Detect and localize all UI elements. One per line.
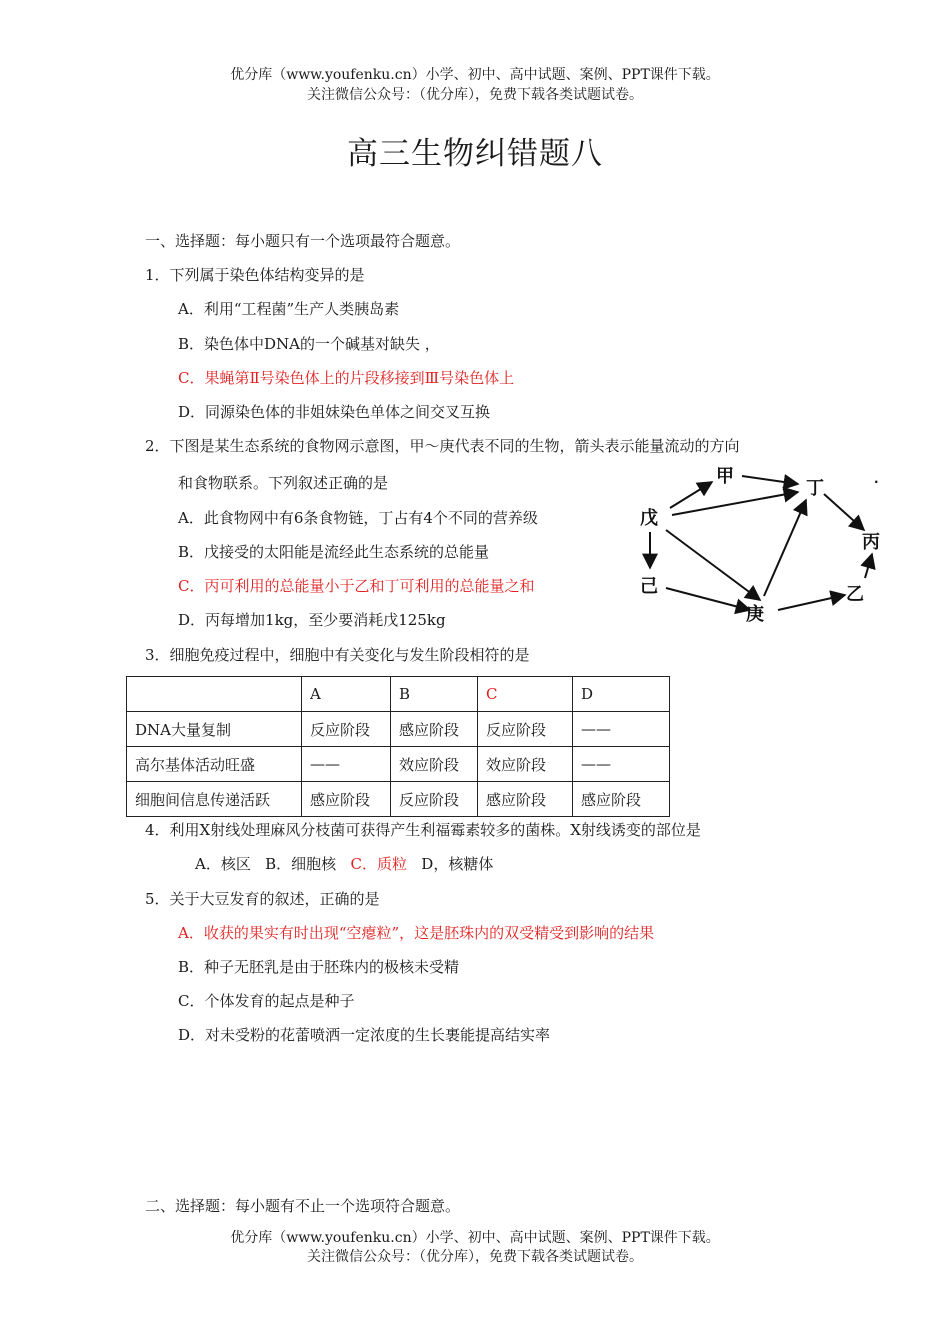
table-header-cell bbox=[127, 677, 302, 712]
page-title: 高三生物纠错题八 bbox=[347, 136, 603, 172]
q4-option-c-answer: C．质粒 bbox=[350, 855, 407, 873]
node-ding: 丁 bbox=[806, 478, 824, 499]
arrow-geng-to-yi bbox=[778, 595, 845, 610]
table-cell: —— bbox=[573, 712, 670, 747]
table-cell: —— bbox=[302, 747, 391, 782]
section-2-heading: 二、选择题：每小题有不止一个选项符合题意。 bbox=[145, 1197, 461, 1215]
arrow-geng-to-ding bbox=[764, 500, 806, 596]
section-1-heading: 一、选择题：每小题只有一个选项最符合题意。 bbox=[145, 232, 461, 250]
arrow-wu-to-jia bbox=[670, 482, 712, 508]
q1-option-d: D．同源染色体的非姐妹染色单体之间交叉互换 bbox=[178, 403, 491, 421]
q3-stem: 3．细胞免疫过程中，细胞中有关变化与发生阶段相符的是 bbox=[145, 646, 530, 664]
q5-option-d: D．对未受粉的花蕾喷洒一定浓度的生长裹能提高结实率 bbox=[178, 1026, 551, 1044]
table-cell: 反应阶段 bbox=[391, 782, 478, 817]
q1-option-c-answer: C．果蝇第Ⅱ号染色体上的片段移接到Ⅲ号染色体上 bbox=[178, 369, 515, 387]
q4-option-b: B．细胞核 bbox=[265, 855, 337, 873]
q2-option-d: D．丙每增加1kg，至少要消耗戊125kg bbox=[178, 611, 446, 629]
node-geng: 庚 bbox=[746, 604, 764, 625]
q4-option-a: A．核区 bbox=[195, 855, 251, 873]
q2-stem-line-1: 2．下图是某生态系统的食物网示意图，甲～庚代表不同的生物，箭头表示能量流动的方向 bbox=[145, 437, 740, 455]
table-cell: 感应阶段 bbox=[302, 782, 391, 817]
table-cell: 反应阶段 bbox=[302, 712, 391, 747]
q1-option-a: A．利用“工程菌”生产人类胰岛素 bbox=[178, 300, 400, 318]
table-row bbox=[127, 747, 670, 782]
q3-table bbox=[126, 676, 670, 817]
arrow-yi-to-bing bbox=[865, 554, 872, 578]
table-cell: 效应阶段 bbox=[391, 747, 478, 782]
table-header-cell: A bbox=[302, 677, 391, 712]
arrow-ding-to-bing bbox=[824, 494, 864, 530]
table-header-cell-answer: C bbox=[478, 677, 573, 712]
node-bing: 丙 bbox=[862, 532, 880, 553]
q4-option-d: D，核糖体 bbox=[421, 855, 494, 873]
table-cell: 感应阶段 bbox=[478, 782, 573, 817]
q2-option-c-answer: C．丙可利用的总能量小于乙和丁可利用的总能量之和 bbox=[178, 577, 535, 595]
table-cell: 感应阶段 bbox=[573, 782, 670, 817]
table-cell: 高尔基体活动旺盛 bbox=[127, 747, 302, 782]
food-web-diagram bbox=[630, 460, 900, 635]
q2-stem-line-2: 和食物联系。下列叙述正确的是 bbox=[178, 474, 389, 492]
q1-option-b: B．染色体中DNA的一个碱基对缺失 ， bbox=[178, 335, 440, 353]
q4-stem: 4．利用X射线处理麻风分枝菌可获得产生利福霉素较多的菌株。X射线诱变的部位是 bbox=[145, 821, 701, 839]
q5-option-b: B．种子无胚乳是由于胚珠内的极核未受精 bbox=[178, 958, 460, 976]
diagram-dot: · bbox=[874, 475, 879, 489]
table-cell: —— bbox=[573, 747, 670, 782]
table-cell: 细胞间信息传递活跃 bbox=[127, 782, 302, 817]
table-header-cell: B bbox=[391, 677, 478, 712]
table-cell: 效应阶段 bbox=[478, 747, 573, 782]
footer-line-1: 优分库（www.youfenku.cn）小学、初中、高中试题、案例、PPT课件下载。 bbox=[230, 1230, 720, 1246]
arrow-wu-to-geng bbox=[666, 530, 760, 600]
q5-option-c: C．个体发育的起点是种子 bbox=[178, 992, 355, 1010]
table-header-row bbox=[127, 677, 670, 712]
header-line-1: 优分库（www.youfenku.cn）小学、初中、高中试题、案例、PPT课件下载。 bbox=[230, 67, 720, 83]
footer-line-2: 关注微信公众号：（优分库），免费下载各类试题试卷。 bbox=[307, 1249, 643, 1265]
table-cell: 感应阶段 bbox=[391, 712, 478, 747]
node-ji: 己 bbox=[640, 576, 658, 597]
q5-option-a-answer: A．收获的果实有时出现“空瘪粒”，这是胚珠内的双受精受到影响的结果 bbox=[178, 924, 655, 942]
table-row bbox=[127, 712, 670, 747]
arrow-ji-to-geng bbox=[666, 588, 750, 610]
arrow-jia-to-ding bbox=[742, 476, 798, 484]
q1-stem: 1．下列属于染色体结构变异的是 bbox=[145, 266, 365, 284]
q2-option-a: A．此食物网中有6条食物链，丁占有4个不同的营养级 bbox=[178, 509, 538, 527]
q5-stem: 5．关于大豆发育的叙述，正确的是 bbox=[145, 890, 380, 908]
table-header-cell: D bbox=[573, 677, 670, 712]
header-line-2: 关注微信公众号：（优分库），免费下载各类试题试卷。 bbox=[307, 87, 643, 103]
node-wu: 戊 bbox=[640, 508, 658, 529]
node-yi: 乙 bbox=[846, 584, 864, 605]
table-cell: DNA大量复制 bbox=[127, 712, 302, 747]
table-row bbox=[127, 782, 670, 817]
q2-option-b: B．戊接受的太阳能是流经此生态系统的总能量 bbox=[178, 543, 490, 561]
node-jia: 甲 bbox=[716, 466, 734, 487]
table-cell: 反应阶段 bbox=[478, 712, 573, 747]
q4-options bbox=[195, 854, 493, 874]
